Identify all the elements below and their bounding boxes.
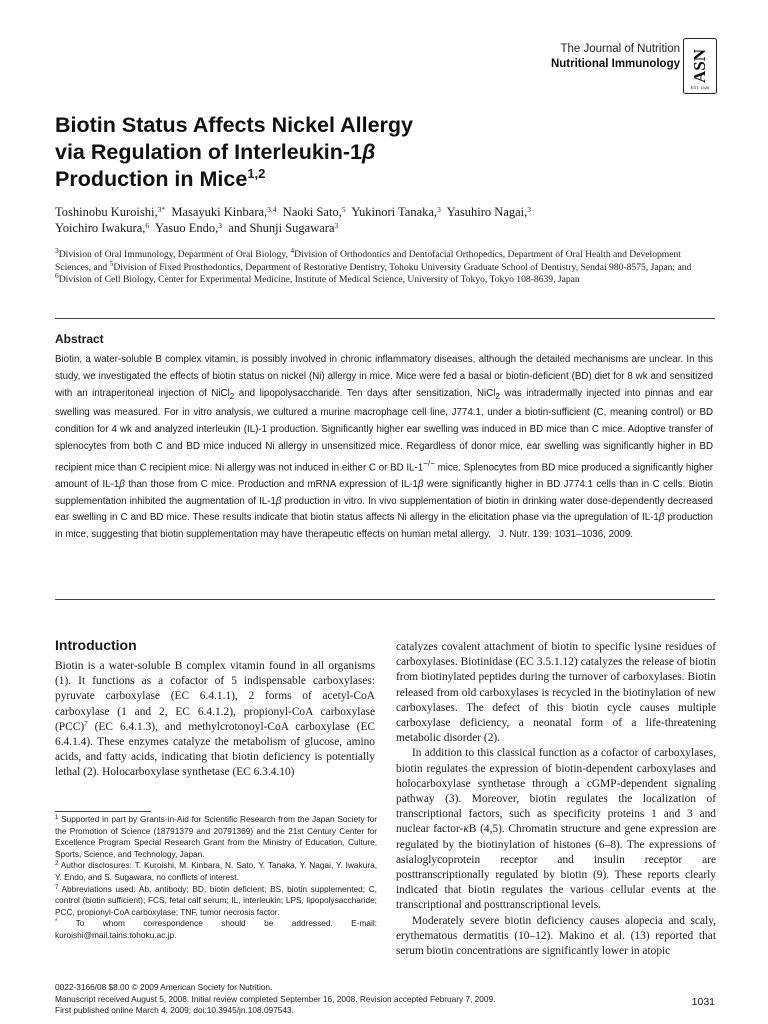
footnote-divider [55,811,151,812]
citation: J. Nutr. 139: 1031–1036, 2009. [499,529,633,541]
paragraph: In addition to this classical function as a cofactor of carboxylases, biotin regulates the expression of biotin-dependent carboxylases and holocarboxylase synthetase through a cGMP-dependent signaling pathway (3). Moreover, biotin regulates the localization of transcriptional factors, such as specificity proteins 1 and 3 and nuclear factor-κB (4,5). Chromatin structure and gene expression are regulated by the biotinylation of histones (6–8). The expressions of asialoglycoprotein receptor and insulin receptor are posttranscriptionally regulated by biotin (9). These reports clearly indicated that biotin regulates the various cellular events at the transcriptional and posttranscriptional levels. [396,747,716,912]
abstract-text: Biotin, a water-soluble B complex vitamin, is possibly involved in chronic inflammatory diseases, although the detailed mechanisms are unclear. In this study, we investigated the effects of biotin status on nickel (Ni) allergy in mice. Mice were fed a basal or biotin-deficient (BD) diet for 8 wk and sensitized with an intraperitoneal injection of NiCl$_2$ and lipopolysaccharide. Ten days after sensitization, NiCl$_2$ was intradermally injected into pinnas and ear swelling was measured. For in vitro analysis, we cultured a murine macrophage cell line, J774.1, under a biotin-sufficient (C, meaning control) or BD condition for 4 wk and analyzed interleukin (IL)-1 production. Significantly higher ear swelling was induced in BD mice than C mice. Adoptive transfer of splenocytes from both C and BD mice induced Ni allergy in unsensitized mice. Regardless of donor mice, ear swelling was significantly higher in BD recipient mice than C recipient mice. Ni allergy was not induced in either C or BD IL-1−/− mice. Splenocytes from BD mice produced a significantly higher amount of IL-1β than those from C mice. Production and mRNA expression of IL-1β were significantly higher in BD J774.1 cells than in C cells. Biotin supplementation inhibited the augmentation of IL-1β production in vitro. In vivo supplementation of biotin in drinking water dose-dependently decreased ear swelling in C and BD mice. These results indicate that biotin status affects Ni allergy in the elicitation phase via the upregulation of IL-1β production in mice, suggesting that biotin supplementation may have therapeutic effects on human metal allergy. J. Nutr. 139: 1031–1036, 2009. [55,354,714,541]
asn-logo [683,38,717,94]
affiliation: Division of Cell Biology, Center for Experimental Medicine, Institute of Medical Science, University of Tokyo, Tokyo 108-8639, Japan [58,274,580,286]
author: Yasuo Endo,$^3$ [154,221,223,235]
affiliation: Division of Oral Immunology, Department of Oral Biology, [58,249,291,260]
paragraph: Biotin is a water-soluble B complex vitamin found in all organisms (1). It functions as a cofactor of 5 indispensable carboxylases: pyruvate carboxylase (EC 6.4.1.1), 2 forms of acetyl-CoA carboxylase (1 and 2, EC 6.4.1.2), propionyl-CoA carboxylase (PCC)$^7$ (EC 6.4.1.3), and methylcrotonoyl-CoA carboxylase (EC 6.4.1.4). These enzymes catalyze the metabolism of glucose, amino acids, and fatty acids, indicating that biotin deficiency is potentially lethal (2). Holocarboxylase synthetase (EC 6.3.4.10) [55,660,375,779]
title-footnote-markers: 1,2 [247,166,266,181]
section-heading-introduction: Introduction [55,637,137,653]
author: Yoichiro Iwakura,$^6$ [55,221,150,235]
intro-left-column [55,659,375,781]
copyright-line: 0022-3166/08 $8.00 © 2009 American Society for Nutrition. [55,982,273,992]
paragraph: Moderately severe biotin deficiency causes alopecia and scaly, erythematous dermatitis (10–12). Makino et al. (13) reported that serum biotin concentrations are significantly lower in atopic [396,914,716,958]
author: Yukinori Tanaka,$^3$ [351,205,441,219]
affiliation: Division of Fixed Prosthodontics, Department of Restorative Dentistry, Tohoku University Graduate School of Dentistry, Sendai 980-8575, Japan; and [113,261,692,273]
footnote: * To whom correspondence should be addressed. E-mail: kuroishi@mail.tains.tohoku.ac.jp. [55,918,377,940]
asn-logo-est: EST. 1928 [690,85,710,90]
asn-logo-text: ASN [690,48,709,84]
author-list [55,204,695,236]
abstract-box [55,318,715,600]
paragraph: catalyzes covalent attachment of biotin to specific lysine residues of carboxylases. Biotinidase (EC 3.5.1.12) catalyzes the release of biotin from biotinylated peptides during the turnover of carboxylases. Biotin released from old carboxylases is recycled in the biotinylation of new carboxylases. The defect of this biotin cycle causes multiple carboxylase deficiency, a neonatal form of a life-threatening metabolic disorder (2). [396,641,716,745]
affiliations: $^3$Division of Oral Immunology, Department of Oral Biology, $^4$Division of Orthodontics and Dentofacial Orthopedics, Department of Oral Health and Development Sciences, and $^5$Division of Fixed Prosthodontics, Department of Restorative Dentistry, Tohoku University Graduate School of Dentistry, Sendai 980-8575, Japan; and $^6$Division of Cell Biology, Center for Experimental Medicine, Institute of Medical Science, University of Tokyo, Tokyo 108-8639, Japan [55,246,692,286]
page-number: 1031 [691,996,715,1008]
author: and Shunji Sugawara$^3$ [228,221,339,235]
author: Naoki Sato,$^5$ [282,205,346,219]
title-line-3: Production in Mice [55,167,248,191]
author: Toshinobu Kuroishi,$^{3*}$ [55,205,166,219]
affiliation: Division of Orthodontics and Dentofacial Orthopedics, Department of Oral Health and Development Sciences, and [55,249,681,273]
footnote: $^7$ Abbreviations used: Ab, antibody; BD, biotin deficient; BS, biotin supplemented; C, control (biotin sufficient); FCS, fetal calf serum; IL, interleukin; LPS, lipopolysaccharide; PCC, propionyl-CoA carboxylase; TNF, tumor necrosis factor. [55,883,377,917]
footnote: $^2$ Author disclosures: T. Kuroishi, M. Kinbara, N. Sato, Y. Tanaka, Y. Nagai, Y. Iwakura, Y. Endo, and S. Sugawara, no conflicts of interest. [55,860,377,882]
intro-right-column [396,640,716,959]
manuscript-dates: Manuscript received August 5, 2008. Initial review completed September 16, 2008. Revision accepted February 7, 2009. [55,993,496,1004]
article-title [55,112,655,193]
journal-name: The Journal of Nutrition [560,43,680,55]
author: Masayuki Kinbara,$^{3,4}$ [171,205,277,219]
author: Yasuhiro Nagai,$^3$ [446,205,532,219]
title-beta: β [362,140,376,164]
title-line-1: Biotin Status Affects Nickel Allergy [55,113,414,137]
section-name: Nutritional Immunology [550,58,680,70]
publication-info [55,982,675,1017]
footnote: $^1$ Supported in part by Grants-in-Aid for Scientific Research from the Japan Society for the Promotion of Science (18791379 and 20791369) and the 21st Century Center for Excellence Program Special Research Grant from the Ministry of Education, Culture, Sports, Science, and Technology, Japan. [55,814,377,859]
title-line-2: via Regulation of Interleukin-1 [55,140,363,164]
journal-header [500,42,680,72]
doi-line: First published online March 4, 2009; doi:10.3945/jn.108.097543. [55,1005,294,1015]
footnotes [55,814,377,942]
abstract-heading: Abstract [55,332,104,346]
